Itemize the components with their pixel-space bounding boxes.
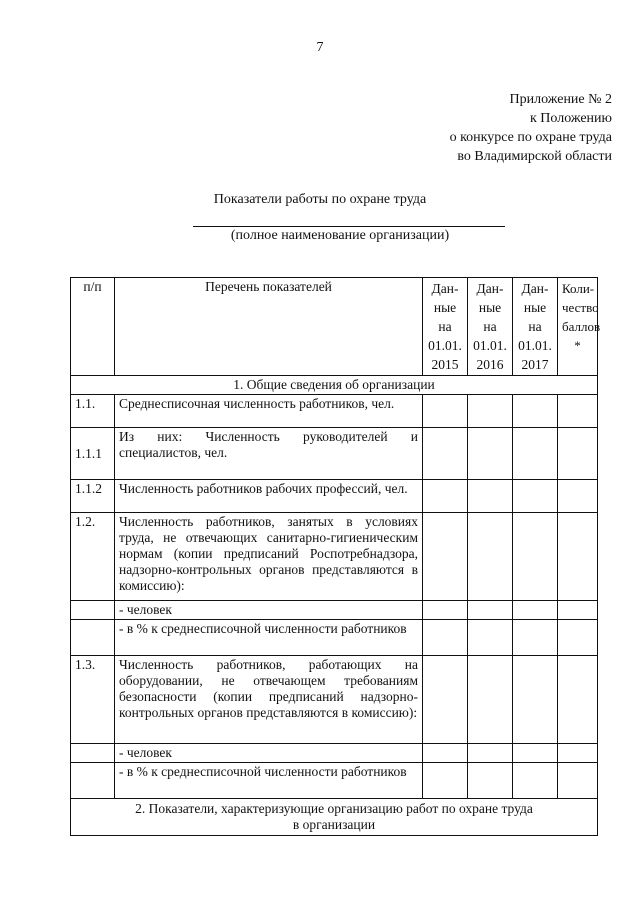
appendix-line-2: к Положению — [529, 111, 612, 126]
row-number: 1.1.2 — [71, 480, 115, 513]
cell-2015[interactable] — [423, 601, 468, 620]
cell-2017[interactable] — [513, 620, 558, 656]
section-2-title: 2. Показатели, характеризующие организацию работ по охране труда в организации — [71, 799, 598, 836]
cell-score[interactable] — [558, 763, 598, 799]
cell-score[interactable] — [558, 601, 598, 620]
row-indicator: Численность работников, работающих на оборудовании, не отвечающем требованиям безопасности (копии предписаний надзорно-контрольных органов представляются в комиссию): — [115, 656, 423, 744]
cell-2017[interactable] — [513, 480, 558, 513]
cell-2016[interactable] — [468, 656, 513, 744]
section-row — [71, 799, 598, 836]
row-indicator: - человек — [115, 601, 423, 620]
cell-2017[interactable] — [513, 744, 558, 763]
cell-2016[interactable] — [468, 395, 513, 428]
cell-2016[interactable] — [468, 480, 513, 513]
cell-2015[interactable] — [423, 656, 468, 744]
header-score: Коли- чество баллов * — [558, 278, 598, 376]
cell-2015[interactable] — [423, 763, 468, 799]
cell-score[interactable] — [558, 480, 598, 513]
row-number — [71, 744, 115, 763]
row-number — [71, 620, 115, 656]
row-indicator: - в % к среднесписочной численности работников — [115, 620, 423, 656]
organization-name-caption: (полное наименование организации) — [230, 228, 450, 243]
row-indicator: Численность работников, занятых в условиях труда, не отвечающих санитарно-гигиеническим нормам (копии предписаний Роспотребнадзора, надзорно-контрольных органов представляются в комиссию): — [115, 513, 423, 601]
cell-2015[interactable] — [423, 620, 468, 656]
cell-2015[interactable] — [423, 428, 468, 480]
section-1-title: 1. Общие сведения об организации — [71, 376, 598, 395]
cell-2017[interactable] — [513, 656, 558, 744]
row-number: 1.3. — [71, 656, 115, 744]
header-data-2016: Дан- ные на 01.01. 2016 — [468, 278, 513, 376]
table-header-row — [71, 278, 598, 376]
cell-2017[interactable] — [513, 428, 558, 480]
cell-2016[interactable] — [468, 428, 513, 480]
table-row — [71, 513, 598, 601]
cell-2017[interactable] — [513, 601, 558, 620]
row-number: 1.1.1 — [71, 428, 115, 480]
cell-2017[interactable] — [513, 395, 558, 428]
table-row — [71, 428, 598, 480]
cell-2015[interactable] — [423, 513, 468, 601]
page-number: 7 — [316, 40, 324, 55]
appendix-reference — [450, 90, 612, 166]
row-indicator: Из них: Численность руководителей и специалистов, чел. — [115, 428, 423, 480]
table-row — [71, 656, 598, 744]
row-number: 1.1. — [71, 395, 115, 428]
cell-2015[interactable] — [423, 744, 468, 763]
table-row — [71, 744, 598, 763]
row-indicator: Среднесписочная численность работников, чел. — [115, 395, 423, 428]
header-indicator-list: Перечень показателей — [115, 278, 423, 376]
header-number: п/п — [71, 278, 115, 376]
row-number: 1.2. — [71, 513, 115, 601]
header-data-2015: Дан- ные на 01.01. 2015 — [423, 278, 468, 376]
cell-score[interactable] — [558, 395, 598, 428]
organization-name-blank-line — [193, 226, 505, 227]
cell-2016[interactable] — [468, 601, 513, 620]
row-indicator: - в % к среднесписочной численности работников — [115, 763, 423, 799]
cell-score[interactable] — [558, 656, 598, 744]
cell-2016[interactable] — [468, 620, 513, 656]
row-number — [71, 601, 115, 620]
cell-2016[interactable] — [468, 763, 513, 799]
cell-2016[interactable] — [468, 744, 513, 763]
table-row — [71, 763, 598, 799]
cell-score[interactable] — [558, 513, 598, 601]
section-row — [71, 376, 598, 395]
cell-2016[interactable] — [468, 513, 513, 601]
cell-2015[interactable] — [423, 395, 468, 428]
table-row — [71, 480, 598, 513]
cell-score[interactable] — [558, 620, 598, 656]
table-row — [71, 620, 598, 656]
appendix-line-1: Приложение № 2 — [509, 92, 612, 107]
cell-2017[interactable] — [513, 763, 558, 799]
indicators-table — [70, 277, 601, 836]
cell-score[interactable] — [558, 744, 598, 763]
cell-2017[interactable] — [513, 513, 558, 601]
table-row — [71, 395, 598, 428]
cell-2015[interactable] — [423, 480, 468, 513]
table-row — [71, 601, 598, 620]
cell-score[interactable] — [558, 428, 598, 480]
row-indicator: - человек — [115, 744, 423, 763]
header-data-2017: Дан- ные на 01.01. 2017 — [513, 278, 558, 376]
appendix-line-4: во Владимирской области — [457, 149, 612, 164]
document-title: Показатели работы по охране труда — [213, 192, 427, 207]
row-number — [71, 763, 115, 799]
appendix-line-3: о конкурсе по охране труда — [449, 130, 612, 145]
row-indicator: Численность работников рабочих профессий, чел. — [115, 480, 423, 513]
